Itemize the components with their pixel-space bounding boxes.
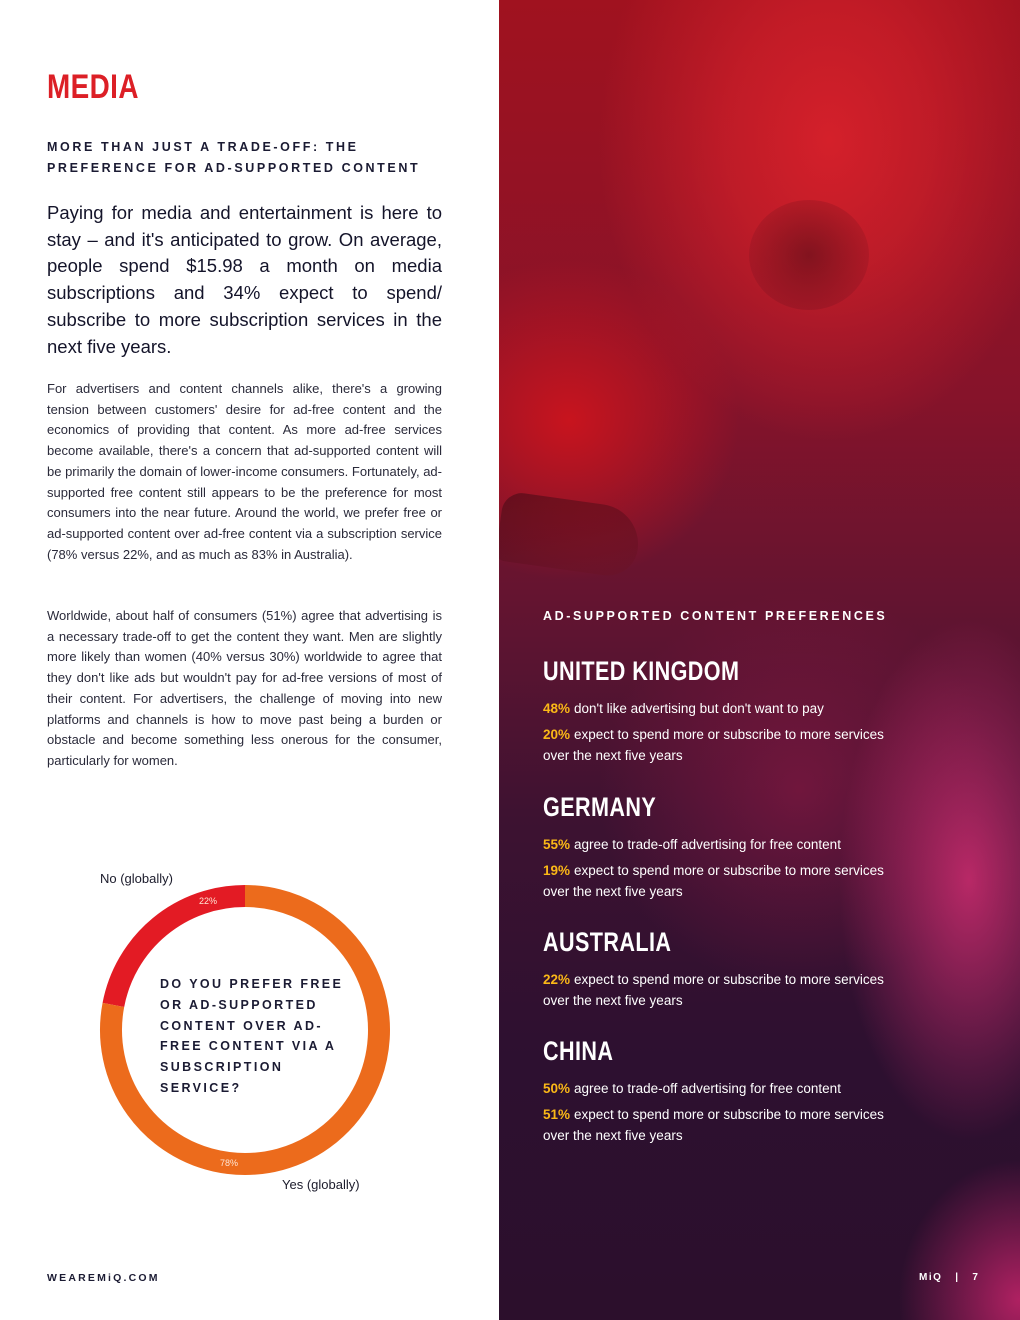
left-column [0, 0, 499, 1320]
country-germany [543, 792, 963, 907]
country-stat [543, 1105, 913, 1147]
country-stat [543, 725, 913, 767]
country-name: AUSTRALIA [543, 927, 672, 957]
footer-brand: MiQ [919, 1272, 943, 1283]
section-title: MEDIA [47, 68, 139, 106]
photo-shading [749, 200, 869, 310]
country-stat [543, 970, 913, 1012]
donut-label-no: 22% [198, 896, 217, 907]
stat-text: expect to spend more or subscribe to more services over the next five years [543, 862, 884, 899]
country-stat [543, 835, 913, 856]
country-name: CHINA [543, 1036, 614, 1066]
country-name: GERMANY [543, 792, 657, 822]
stat-percent: 50% [543, 1081, 571, 1096]
chart-question: DO YOU PREFER FREE OR AD-SUPPORTED CONTENT OVER AD-FREE CONTENT VIA A SUBSCRIPTION SERVICE? [160, 977, 344, 1095]
stat-text: agree to trade-off advertising for free content [574, 1081, 841, 1096]
page-number: 7 [972, 1272, 980, 1283]
stat-text: agree to trade-off advertising for free content [574, 837, 841, 852]
stat-text: don't like advertising but don't want to pay [574, 701, 824, 716]
country-united-kingdom [543, 656, 963, 771]
stat-percent: 20% [543, 726, 571, 742]
country-china [543, 1036, 963, 1151]
stat-percent: 22% [543, 972, 571, 987]
stat-percent: 51% [543, 1106, 571, 1122]
footer-website[interactable]: WEAREMiQ.COM [47, 1272, 160, 1284]
right-panel [499, 0, 1020, 1320]
stat-percent: 55% [543, 837, 571, 852]
body-paragraph-2: Worldwide, about half of consumers (51%) agree that advertising is a necessary trade-off to get the content they want. Men are slightly more likely than women (40% versus 30%) worldwide to agree that they don't like ads but wouldn't pay for ad-free versions of most of their content. For advertisers, the challenge of moving into new platforms and channels is how to move past being a burden or obstacle and become something less onerous for the consumer, particularly for women. [47, 608, 442, 768]
country-australia [543, 927, 963, 1017]
footer-brand-page [919, 1272, 979, 1283]
country-stat [543, 861, 913, 903]
country-stat [543, 1079, 913, 1100]
stat-text: expect to spend more or subscribe to more services over the next five years [543, 972, 884, 1008]
donut-label-yes: 78% [219, 1158, 238, 1169]
country-stat [543, 699, 913, 720]
lede-paragraph: Paying for media and entertainment is here to stay – and it's anticipated to grow. On average, people spend $15.98 a month on media subscriptions and 34% expect to spend/ subscribe to more subscription services in the next five years. [47, 202, 442, 357]
legend-yes: Yes (globally) [282, 1177, 360, 1192]
stat-text: expect to spend more or subscribe to more services over the next five years [543, 726, 884, 763]
preferences-heading: AD-SUPPORTED CONTENT PREFERENCES [543, 609, 888, 623]
footer-separator: | [955, 1272, 960, 1283]
remote-control-shape [499, 491, 643, 580]
stat-text: expect to spend more or subscribe to more services over the next five years [543, 1106, 884, 1143]
section-kicker: MORE THAN JUST A TRADE-OFF: THE PREFERENCE FOR AD-SUPPORTED CONTENT [47, 140, 421, 175]
stat-percent: 19% [543, 862, 571, 878]
country-name: UNITED KINGDOM [543, 656, 740, 686]
stat-percent: 48% [543, 701, 571, 716]
body-paragraph-1: For advertisers and content channels alike, there's a growing tension between customers' desire for ad-free content and the economics of providing that content. As more ad-free services become available, there's a concern that ad-supported content will be primarily the domain of lower-income consumers. Fortunately, ad-supported free content still appears to be the preference for most consumers into the near future. Around the world, we prefer free or ad-supported content over ad-free content via a subscription service (78% versus 22%, and as much as 83% in Australia). [47, 381, 442, 562]
legend-no: No (globally) [100, 871, 173, 886]
